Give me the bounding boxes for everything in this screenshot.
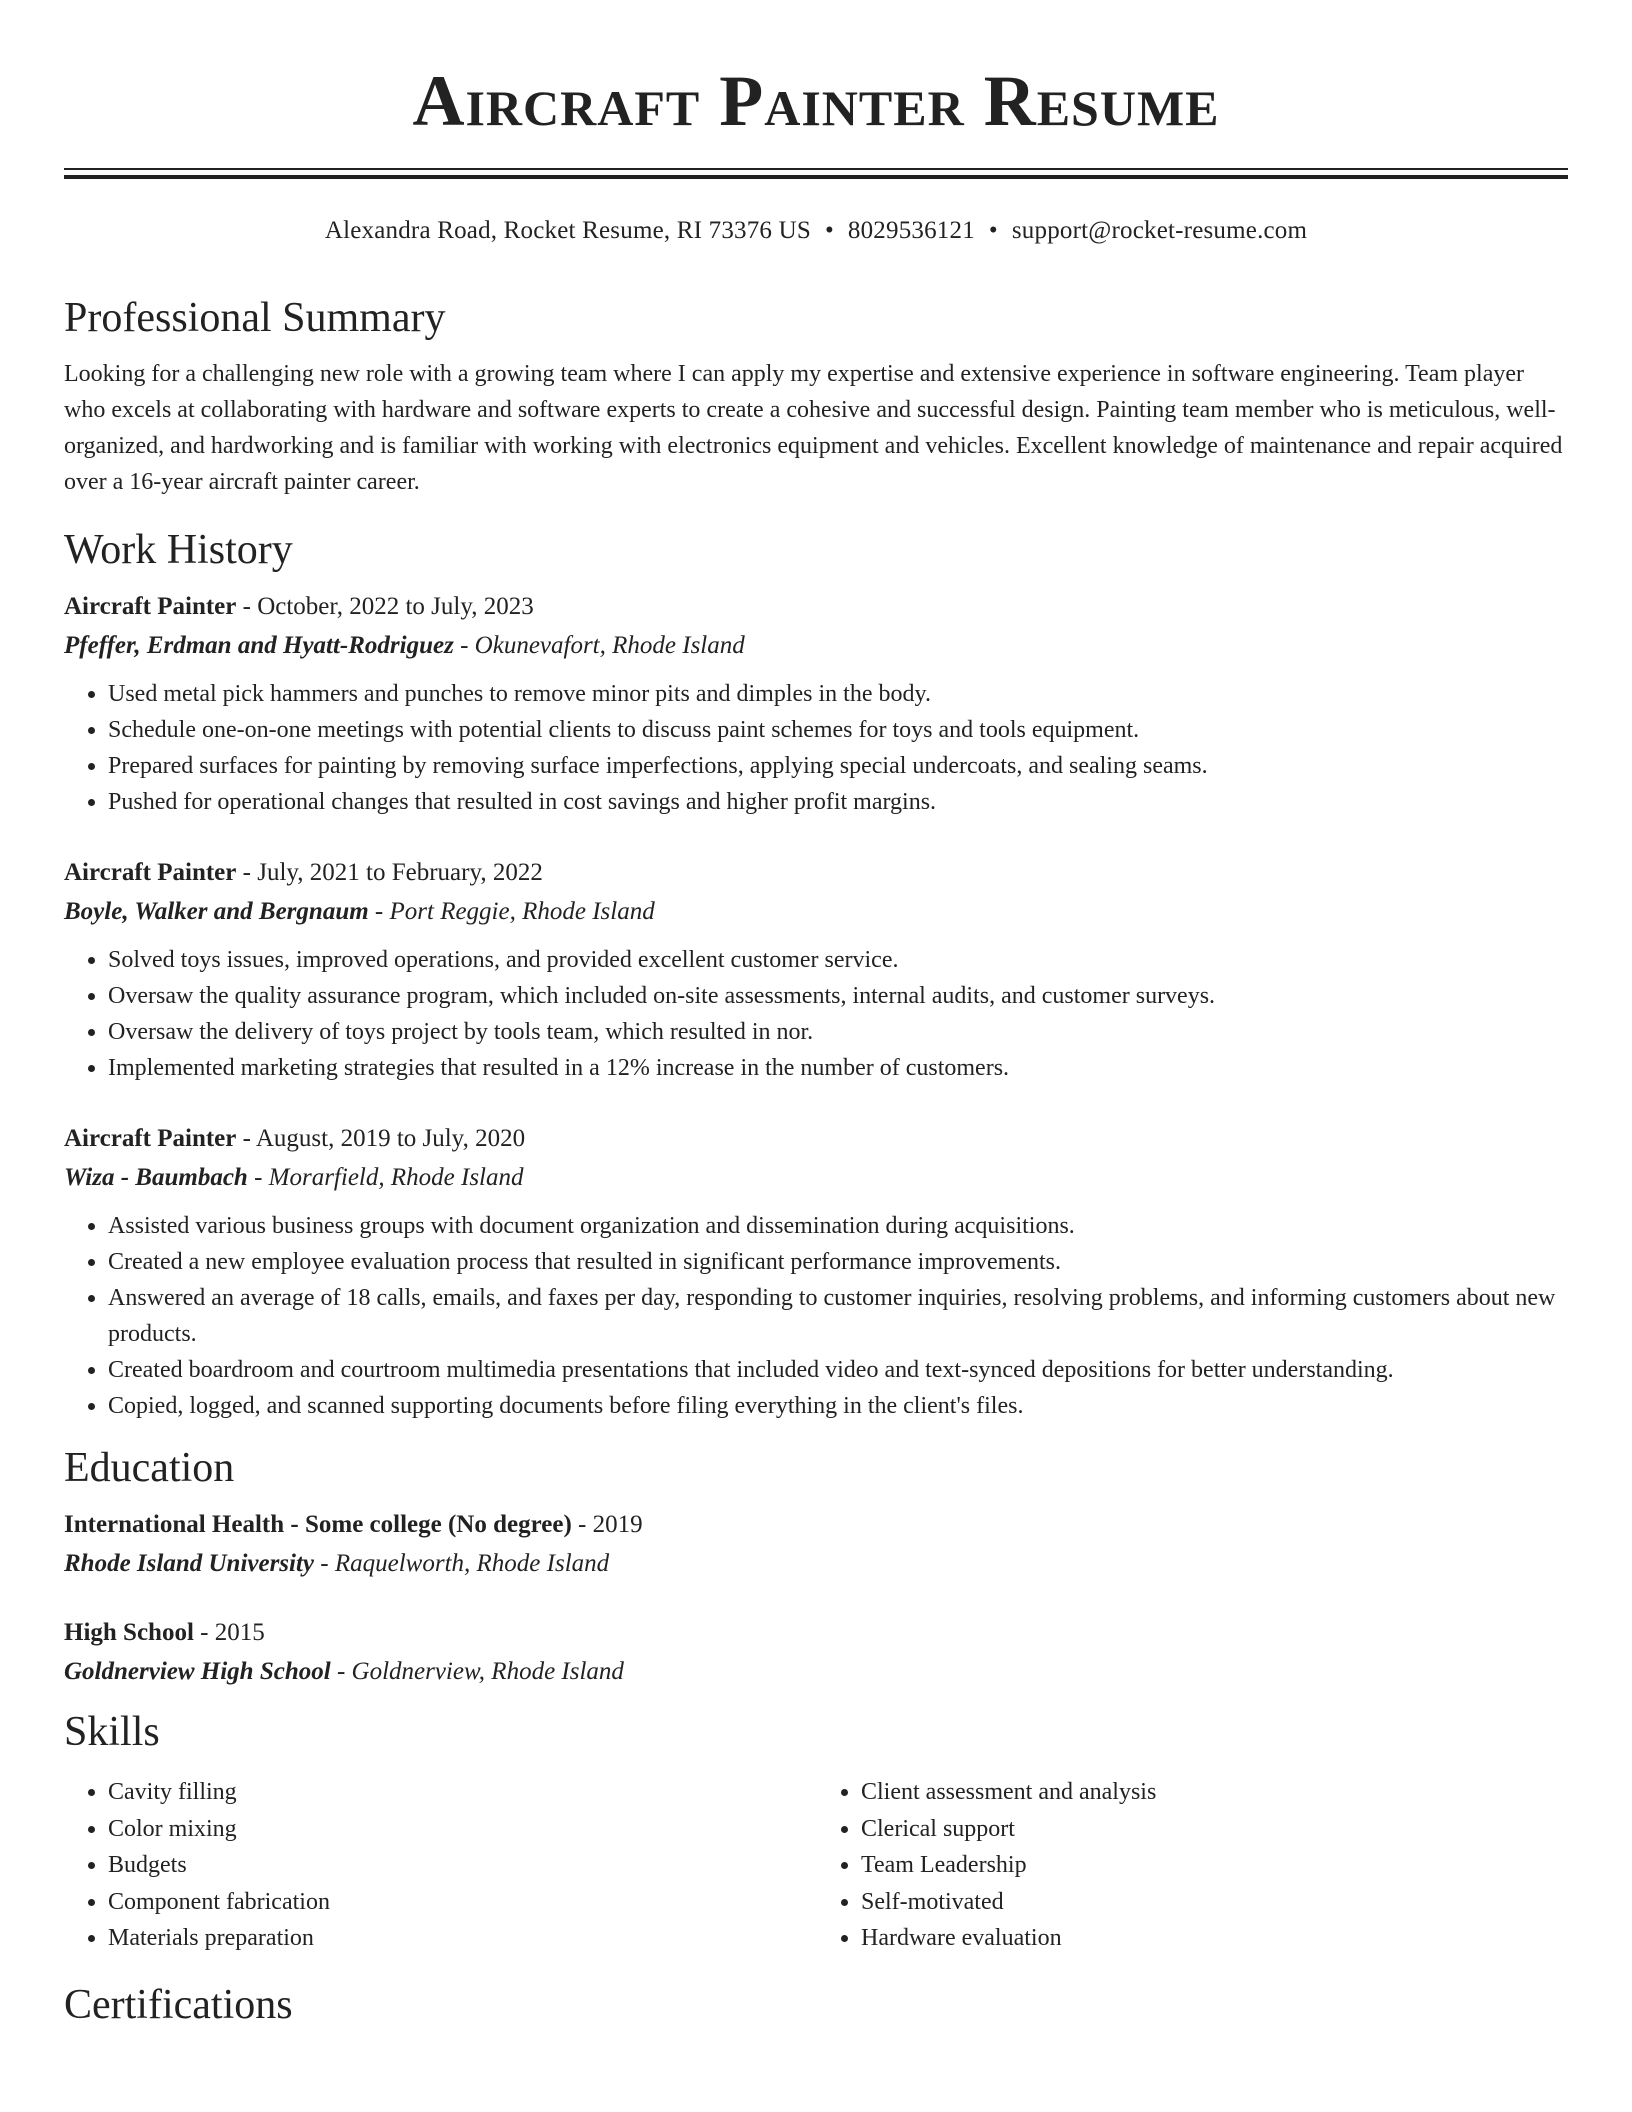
degree: High School <box>64 1619 194 1646</box>
job-dates: - August, 2019 to July, 2020 <box>236 1125 526 1152</box>
skill-item: • Team Leadership <box>861 1847 1568 1884</box>
summary-text: Looking for a challenging new role with a growing team where I can apply my expertise and extensive experience in software engineering. Team player who excels at collaborating with hardware and software experts to create a cohesive and successful design. Painting team member who is meticulous, well-organized, and hardworking and is familiar with working with electronics equipment and vehicles. Excellent knowledge of maintenance and repair acquired over a 16-year aircraft painter career. <box>64 361 1563 495</box>
job-dates: - October, 2022 to July, 2023 <box>236 593 534 620</box>
job-title: Aircraft Painter <box>64 859 237 886</box>
job-title-line <box>64 854 1568 892</box>
school-name: Goldnerview High School <box>64 1658 331 1685</box>
employer-location: - Morarfield, Rhode Island <box>247 1164 524 1191</box>
skill-item: • Materials preparation <box>108 1920 815 1957</box>
job-bullet: • Oversaw the quality assurance program, which included on-site assessments, internal audits, and customer surveys. <box>108 978 1568 1014</box>
certifications-heading: Certifications <box>64 1981 293 2028</box>
work-history-heading: Work History <box>64 527 293 573</box>
skills-columns <box>64 1774 1568 1957</box>
job-bullet: • Solved toys issues, improved operations, and provided excellent customer service. <box>108 942 1568 978</box>
job-bullets <box>64 1208 1568 1424</box>
job-bullet: • Implemented marketing strategies that resulted in a 12% increase in the number of customers. <box>108 1050 1568 1086</box>
education-entry <box>64 1614 1568 1692</box>
job-entry <box>64 854 1568 1086</box>
skills-column-left <box>64 1774 815 1957</box>
resume-title: Aircraft Painter Resume <box>412 61 1220 141</box>
work-history-section <box>64 524 1568 1424</box>
skill-item: • Budgets <box>108 1847 815 1884</box>
skill-item: • Hardware evaluation <box>861 1920 1568 1957</box>
title-rule-thin <box>64 168 1568 170</box>
employer-name: Boyle, Walker and Bergnaum <box>64 898 369 925</box>
degree-line <box>64 1506 1568 1544</box>
job-bullet: • Created boardroom and courtroom multimedia presentations that included video and text-synced depositions for better understanding. <box>108 1352 1568 1388</box>
school-line <box>64 1652 1568 1692</box>
job-title-line <box>64 1120 1568 1158</box>
employer-line <box>64 1158 1568 1198</box>
contact-separator: • <box>824 217 834 244</box>
job-dates: - July, 2021 to February, 2022 <box>236 859 543 886</box>
school-location: - Raquelworth, Rhode Island <box>314 1550 610 1577</box>
contact-phone: 8029536121 <box>847 217 975 244</box>
employer-name: Pfeffer, Erdman and Hyatt-Rodriguez <box>64 632 454 659</box>
skill-item: • Component fabrication <box>108 1884 815 1921</box>
resume-content <box>64 292 1568 2043</box>
employer-line <box>64 626 1568 666</box>
contact-email: support@rocket-resume.com <box>1011 217 1308 244</box>
education-entry <box>64 1506 1568 1584</box>
job-bullets <box>64 676 1568 820</box>
skill-item: • Self-motivated <box>861 1884 1568 1921</box>
skill-item: • Cavity filling <box>108 1774 815 1811</box>
job-bullet: • Oversaw the delivery of toys project by tools team, which resulted in nor. <box>108 1014 1568 1050</box>
skill-item: • Client assessment and analysis <box>861 1774 1568 1811</box>
job-bullet: • Created a new employee evaluation process that resulted in significant performance improvements. <box>108 1244 1568 1280</box>
contact-address: Alexandra Road, Rocket Resume, RI 73376 US <box>324 217 811 244</box>
contact-line <box>0 215 1632 247</box>
school-location: - Goldnerview, Rhode Island <box>330 1658 624 1685</box>
summary-section <box>64 292 1568 500</box>
job-bullet: • Answered an average of 18 calls, emails, and faxes per day, responding to customer inquiries, resolving problems, and informing customers about new products. <box>108 1280 1568 1352</box>
job-bullets <box>64 942 1568 1086</box>
skill-item: • Color mixing <box>108 1811 815 1848</box>
job-title: Aircraft Painter <box>64 593 237 620</box>
job-bullet: • Used metal pick hammers and punches to remove minor pits and dimples in the body. <box>108 676 1568 712</box>
skills-heading: Skills <box>64 1709 160 1755</box>
job-title-line <box>64 588 1568 626</box>
graduation-year: - 2015 <box>193 1619 265 1646</box>
employer-location: - Okunevafort, Rhode Island <box>453 632 745 659</box>
skills-section <box>64 1706 1568 1957</box>
job-bullet: • Pushed for operational changes that resulted in cost savings and higher profit margins. <box>108 784 1568 820</box>
contact-separator: • <box>988 217 998 244</box>
skills-column-right <box>815 1774 1568 1957</box>
employer-location: - Port Reggie, Rhode Island <box>368 898 655 925</box>
job-title: Aircraft Painter <box>64 1125 237 1152</box>
summary-heading: Professional Summary <box>64 295 446 341</box>
skill-item: • Clerical support <box>861 1811 1568 1848</box>
degree: International Health - Some college (No degree) <box>64 1511 572 1538</box>
job-bullet: • Schedule one-on-one meetings with potential clients to discuss paint schemes for toys and tools equipment. <box>108 712 1568 748</box>
job-bullet: • Copied, logged, and scanned supporting documents before filing everything in the client's files. <box>108 1388 1568 1424</box>
graduation-year: - 2019 <box>571 1511 643 1538</box>
job-bullet: • Prepared surfaces for painting by removing surface imperfections, applying special undercoats, and sealing seams. <box>108 748 1568 784</box>
job-bullet: • Assisted various business groups with document organization and dissemination during acquisitions. <box>108 1208 1568 1244</box>
school-name: Rhode Island University <box>64 1550 315 1577</box>
certifications-section <box>64 1979 1568 2031</box>
education-section <box>64 1442 1568 1692</box>
job-entry <box>64 588 1568 820</box>
employer-line <box>64 892 1568 932</box>
education-heading: Education <box>64 1445 235 1491</box>
title-rule-thick <box>64 175 1568 179</box>
employer-name: Wiza - Baumbach <box>64 1164 248 1191</box>
job-entry <box>64 1120 1568 1424</box>
degree-line <box>64 1614 1568 1652</box>
school-line <box>64 1544 1568 1584</box>
